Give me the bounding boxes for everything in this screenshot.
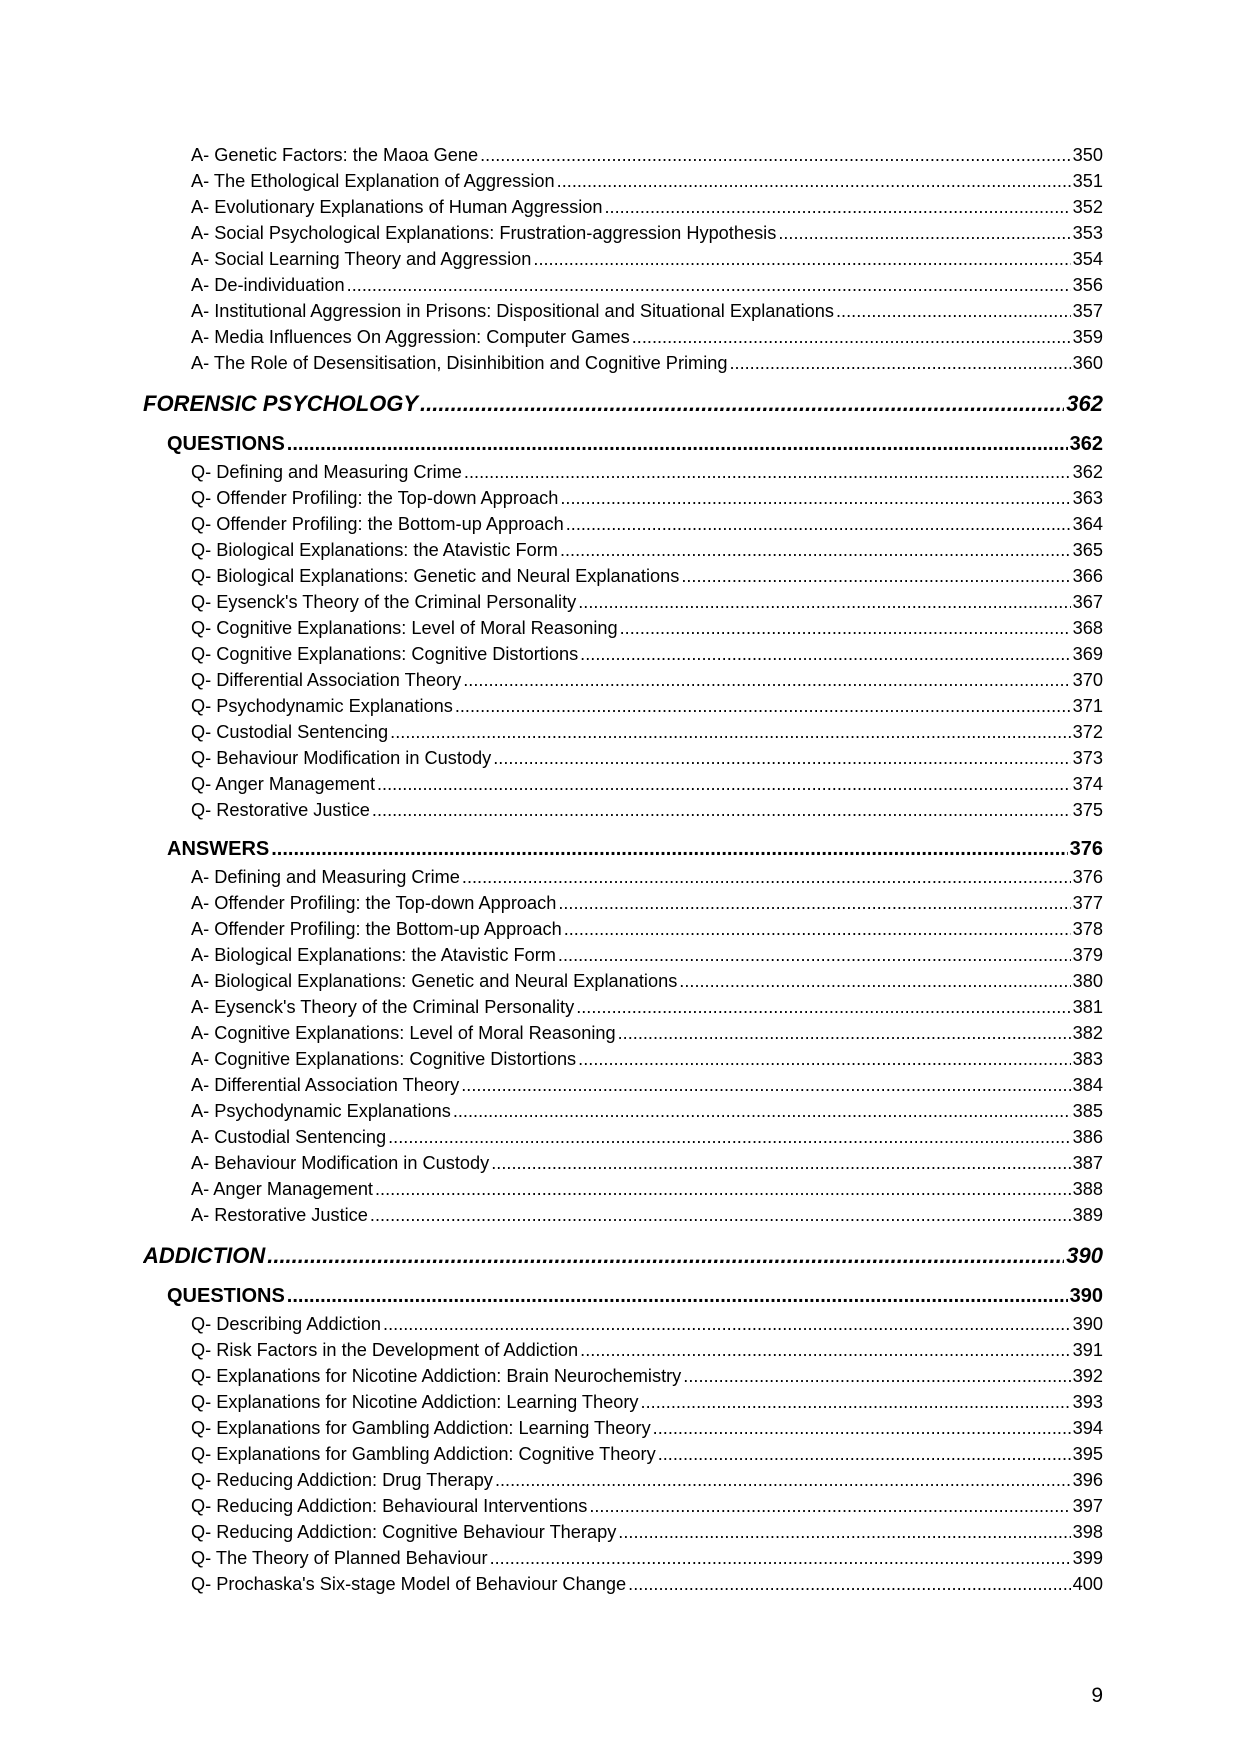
dot-leader	[578, 589, 1070, 615]
dot-leader	[388, 1124, 1071, 1150]
dot-leader	[560, 537, 1071, 563]
dot-leader	[620, 615, 1071, 641]
toc-entry[interactable]	[143, 563, 1103, 589]
toc-entry[interactable]	[143, 589, 1103, 615]
entry-title: Q- Cognitive Explanations: Cognitive Distortions	[191, 644, 579, 664]
toc-entry[interactable]	[143, 1098, 1103, 1124]
entry-page: 367	[1072, 592, 1103, 612]
dot-leader	[578, 1046, 1070, 1072]
entry-page: 387	[1072, 1153, 1103, 1173]
page-number: 9	[1091, 1684, 1103, 1707]
toc-entry[interactable]	[143, 1337, 1103, 1363]
entry-title: Q- Biological Explanations: Genetic and Neural Explanations	[191, 566, 680, 586]
entry-title: Q- Prochaska's Six-stage Model of Behaviour Change	[191, 1574, 627, 1594]
entry-title: Q- Anger Management	[191, 774, 375, 794]
entry-page: 350	[1072, 145, 1103, 165]
entry-page: 397	[1072, 1496, 1103, 1516]
entry-title: A- Cognitive Explanations: Level of Moral Reasoning	[191, 1023, 616, 1043]
dot-leader	[628, 1571, 1070, 1597]
toc-entry[interactable]	[143, 890, 1103, 916]
entry-title: A- De-individuation	[191, 275, 345, 295]
dot-leader	[557, 168, 1071, 194]
entry-page: 354	[1072, 249, 1103, 269]
entry-title: A- Psychodynamic Explanations	[191, 1101, 451, 1121]
entry-page: 382	[1072, 1023, 1103, 1043]
subsection-title: QUESTIONS	[167, 433, 285, 455]
entry-page: 389	[1072, 1205, 1103, 1225]
toc-entry[interactable]	[143, 797, 1103, 823]
entry-title: Q- Risk Factors in the Development of Addiction	[191, 1340, 579, 1360]
toc-entry[interactable]	[143, 1519, 1103, 1545]
entry-page: 398	[1072, 1522, 1103, 1542]
dot-leader	[658, 1441, 1071, 1467]
dot-leader	[589, 1493, 1070, 1519]
toc-entry[interactable]	[143, 459, 1103, 485]
entry-title: Q- Defining and Measuring Crime	[191, 462, 462, 482]
entry-title: Q- Custodial Sentencing	[191, 722, 389, 742]
entry-page: 356	[1072, 275, 1103, 295]
section-heading-forensic-psychology[interactable]	[143, 388, 1103, 420]
entry-title: Q- Reducing Addiction: Cognitive Behaviour Therapy	[191, 1522, 617, 1542]
toc-entry[interactable]	[143, 615, 1103, 641]
dot-leader	[455, 693, 1071, 719]
entry-title: Q- Explanations for Nicotine Addiction: Brain Neurochemistry	[191, 1366, 682, 1386]
toc-entry[interactable]	[143, 1415, 1103, 1441]
entry-page: 376	[1072, 867, 1103, 887]
toc-entry[interactable]	[143, 1046, 1103, 1072]
toc-entry[interactable]	[143, 1020, 1103, 1046]
dot-leader	[580, 641, 1070, 667]
dot-leader	[453, 1098, 1071, 1124]
toc-entry[interactable]	[143, 1389, 1103, 1415]
dot-leader	[287, 430, 1068, 459]
subsection-page: 390	[1069, 1285, 1103, 1307]
entry-title: A- Biological Explanations: the Atavistic Form	[191, 945, 556, 965]
dot-leader	[390, 719, 1070, 745]
toc-entry[interactable]	[143, 485, 1103, 511]
toc-entry[interactable]	[143, 1150, 1103, 1176]
entry-page: 383	[1072, 1049, 1103, 1069]
section-page: 390	[1066, 1243, 1103, 1268]
entry-title: Q- Offender Profiling: the Top-down Approach	[191, 488, 559, 508]
entry-title: Q- Reducing Addiction: Behavioural Interventions	[191, 1496, 588, 1516]
dot-leader	[383, 1311, 1071, 1337]
dot-leader	[287, 1282, 1068, 1311]
entry-page: 372	[1072, 722, 1103, 742]
dot-leader	[576, 994, 1070, 1020]
toc-entry[interactable]	[143, 537, 1103, 563]
entry-title: A- Cognitive Explanations: Cognitive Distortions	[191, 1049, 577, 1069]
table-of-contents	[143, 142, 1103, 1597]
entry-title: A- Social Psychological Explanations: Frustration-aggression Hypothesis	[191, 223, 777, 243]
entry-title: Q- Eysenck's Theory of the Criminal Personality	[191, 592, 577, 612]
entry-page: 391	[1072, 1340, 1103, 1360]
entry-page: 363	[1072, 488, 1103, 508]
toc-entry[interactable]	[143, 246, 1103, 272]
toc-entry[interactable]	[143, 1311, 1103, 1337]
entry-title: A- Evolutionary Explanations of Human Aggression	[191, 197, 603, 217]
toc-entry[interactable]	[143, 994, 1103, 1020]
toc-entry[interactable]	[143, 719, 1103, 745]
dot-leader	[560, 485, 1070, 511]
entry-page: 400	[1072, 1574, 1103, 1594]
subsection-title: QUESTIONS	[167, 1285, 285, 1307]
dot-leader	[729, 350, 1070, 376]
dot-leader	[604, 194, 1070, 220]
toc-entry[interactable]	[143, 864, 1103, 890]
entry-page: 373	[1072, 748, 1103, 768]
entry-title: A- Genetic Factors: the Maoa Gene	[191, 145, 479, 165]
toc-entry[interactable]	[143, 272, 1103, 298]
entry-title: Q- Behaviour Modification in Custody	[191, 748, 492, 768]
entry-page: 369	[1072, 644, 1103, 664]
entry-page: 384	[1072, 1075, 1103, 1095]
dot-leader	[558, 890, 1070, 916]
entry-page: 362	[1072, 462, 1103, 482]
entry-page: 364	[1072, 514, 1103, 534]
dot-leader	[580, 1337, 1070, 1363]
aggression-answers-list	[143, 142, 1103, 376]
entry-title: A- Offender Profiling: the Top-down Approach	[191, 893, 557, 913]
entry-page: 378	[1072, 919, 1103, 939]
entry-title: A- Eysenck's Theory of the Criminal Personality	[191, 997, 575, 1017]
entry-page: 375	[1072, 800, 1103, 820]
toc-entry[interactable]	[143, 1124, 1103, 1150]
dot-leader	[461, 1072, 1070, 1098]
entry-page: 396	[1072, 1470, 1103, 1490]
entry-title: A- Institutional Aggression in Prisons: Dispositional and Situational Explanations	[191, 301, 834, 321]
dot-leader	[480, 142, 1071, 168]
dot-leader	[618, 1020, 1071, 1046]
entry-page: 395	[1072, 1444, 1103, 1464]
toc-entry[interactable]	[143, 641, 1103, 667]
toc-entry[interactable]	[143, 142, 1103, 168]
toc-entry[interactable]	[143, 1467, 1103, 1493]
dot-leader	[618, 1519, 1070, 1545]
entry-title: Q- Differential Association Theory	[191, 670, 462, 690]
entry-page: 394	[1072, 1418, 1103, 1438]
entry-page: 368	[1072, 618, 1103, 638]
dot-leader	[564, 916, 1071, 942]
entry-title: Q- Reducing Addiction: Drug Therapy	[191, 1470, 493, 1490]
section-heading-addiction[interactable]	[143, 1240, 1103, 1272]
toc-entry[interactable]	[143, 1363, 1103, 1389]
dot-leader	[372, 797, 1071, 823]
entry-page: 399	[1072, 1548, 1103, 1568]
toc-entry[interactable]	[143, 194, 1103, 220]
subsection-title: ANSWERS	[167, 838, 270, 860]
subsection-heading-questions[interactable]	[143, 430, 1103, 459]
dot-leader	[420, 388, 1064, 420]
dot-leader	[778, 220, 1070, 246]
subsection-page: 376	[1069, 838, 1103, 860]
entry-page: 370	[1072, 670, 1103, 690]
entry-title: Q- Explanations for Gambling Addiction: Learning Theory	[191, 1418, 651, 1438]
entry-page: 390	[1072, 1314, 1103, 1334]
dot-leader	[491, 1150, 1070, 1176]
toc-entry[interactable]	[143, 771, 1103, 797]
entry-page: 352	[1072, 197, 1103, 217]
entry-page: 351	[1072, 171, 1103, 191]
dot-leader	[836, 298, 1071, 324]
dot-leader	[683, 1363, 1070, 1389]
dot-leader	[463, 667, 1070, 693]
toc-entry[interactable]	[143, 693, 1103, 719]
dot-leader	[375, 1176, 1071, 1202]
entry-page: 385	[1072, 1101, 1103, 1121]
entry-title: Q- Describing Addiction	[191, 1314, 382, 1334]
subsection-heading-answers[interactable]	[143, 835, 1103, 864]
toc-entry[interactable]	[143, 1441, 1103, 1467]
dot-leader	[495, 1467, 1071, 1493]
entry-page: 392	[1072, 1366, 1103, 1386]
dot-leader	[641, 1389, 1071, 1415]
toc-entry[interactable]	[143, 1571, 1103, 1597]
toc-entry[interactable]	[143, 667, 1103, 693]
toc-entry[interactable]	[143, 942, 1103, 968]
toc-entry[interactable]	[143, 168, 1103, 194]
toc-entry[interactable]	[143, 511, 1103, 537]
entry-title: A- Offender Profiling: the Bottom-up Approach	[191, 919, 562, 939]
entry-page: 365	[1072, 540, 1103, 560]
entry-page: 381	[1072, 997, 1103, 1017]
entry-title: A- Restorative Justice	[191, 1205, 368, 1225]
section-page: 362	[1066, 391, 1103, 416]
toc-entry[interactable]	[143, 220, 1103, 246]
entry-page: 393	[1072, 1392, 1103, 1412]
entry-title: Q- Explanations for Gambling Addiction: Cognitive Theory	[191, 1444, 656, 1464]
toc-entry[interactable]	[143, 1072, 1103, 1098]
dot-leader	[464, 459, 1071, 485]
toc-entry[interactable]	[143, 298, 1103, 324]
entry-title: Q- Explanations for Nicotine Addiction: Learning Theory	[191, 1392, 639, 1412]
dot-leader	[347, 272, 1071, 298]
entry-title: A- Custodial Sentencing	[191, 1127, 387, 1147]
entry-title: Q- Psychodynamic Explanations	[191, 696, 453, 716]
entry-title: Q- Biological Explanations: the Atavistic Form	[191, 540, 558, 560]
entry-title: A- Social Learning Theory and Aggression	[191, 249, 532, 269]
dot-leader	[679, 968, 1070, 994]
entry-title: A- Differential Association Theory	[191, 1075, 460, 1095]
dot-leader	[490, 1545, 1071, 1571]
dot-leader	[653, 1415, 1071, 1441]
subsection-heading-questions[interactable]	[143, 1282, 1103, 1311]
addiction-questions-list	[143, 1311, 1103, 1597]
toc-entry[interactable]	[143, 745, 1103, 771]
dot-leader	[377, 771, 1071, 797]
forensic-answers-list	[143, 864, 1103, 1228]
entry-title: A- Biological Explanations: Genetic and Neural Explanations	[191, 971, 678, 991]
toc-entry[interactable]	[143, 1176, 1103, 1202]
dot-leader	[566, 511, 1071, 537]
entry-page: 377	[1072, 893, 1103, 913]
dot-leader	[632, 324, 1071, 350]
entry-title: Q- Restorative Justice	[191, 800, 370, 820]
forensic-questions-list	[143, 459, 1103, 823]
entry-page: 380	[1072, 971, 1103, 991]
entry-title: A- The Role of Desensitisation, Disinhibition and Cognitive Priming	[191, 353, 728, 373]
entry-title: A- The Ethological Explanation of Aggression	[191, 171, 555, 191]
entry-title: A- Behaviour Modification in Custody	[191, 1153, 490, 1173]
toc-entry[interactable]	[143, 916, 1103, 942]
entry-title: Q- Cognitive Explanations: Level of Moral Reasoning	[191, 618, 618, 638]
entry-page: 388	[1072, 1179, 1103, 1199]
entry-title: A- Media Influences On Aggression: Computer Games	[191, 327, 630, 347]
entry-page: 379	[1072, 945, 1103, 965]
entry-page: 366	[1072, 566, 1103, 586]
entry-page: 386	[1072, 1127, 1103, 1147]
entry-title: Q- The Theory of Planned Behaviour	[191, 1548, 488, 1568]
section-title: ADDICTION	[143, 1243, 266, 1268]
entry-page: 353	[1072, 223, 1103, 243]
entry-page: 359	[1072, 327, 1103, 347]
dot-leader	[267, 1240, 1064, 1272]
toc-entry[interactable]	[143, 1202, 1103, 1228]
entry-page: 357	[1072, 301, 1103, 321]
dot-leader	[558, 942, 1071, 968]
dot-leader	[271, 835, 1067, 864]
toc-entry[interactable]	[143, 1493, 1103, 1519]
section-title: FORENSIC PSYCHOLOGY	[143, 391, 419, 416]
toc-entry[interactable]	[143, 350, 1103, 376]
dot-leader	[370, 1202, 1071, 1228]
entry-page: 374	[1072, 774, 1103, 794]
dot-leader	[462, 864, 1071, 890]
entry-title: A- Defining and Measuring Crime	[191, 867, 460, 887]
entry-title: A- Anger Management	[191, 1179, 373, 1199]
entry-title: Q- Offender Profiling: the Bottom-up Approach	[191, 514, 564, 534]
dot-leader	[681, 563, 1070, 589]
entry-page: 360	[1072, 353, 1103, 373]
dot-leader	[493, 745, 1070, 771]
toc-entry[interactable]	[143, 968, 1103, 994]
toc-entry[interactable]	[143, 1545, 1103, 1571]
subsection-page: 362	[1069, 433, 1103, 455]
toc-entry[interactable]	[143, 324, 1103, 350]
dot-leader	[533, 246, 1070, 272]
entry-page: 371	[1072, 696, 1103, 716]
